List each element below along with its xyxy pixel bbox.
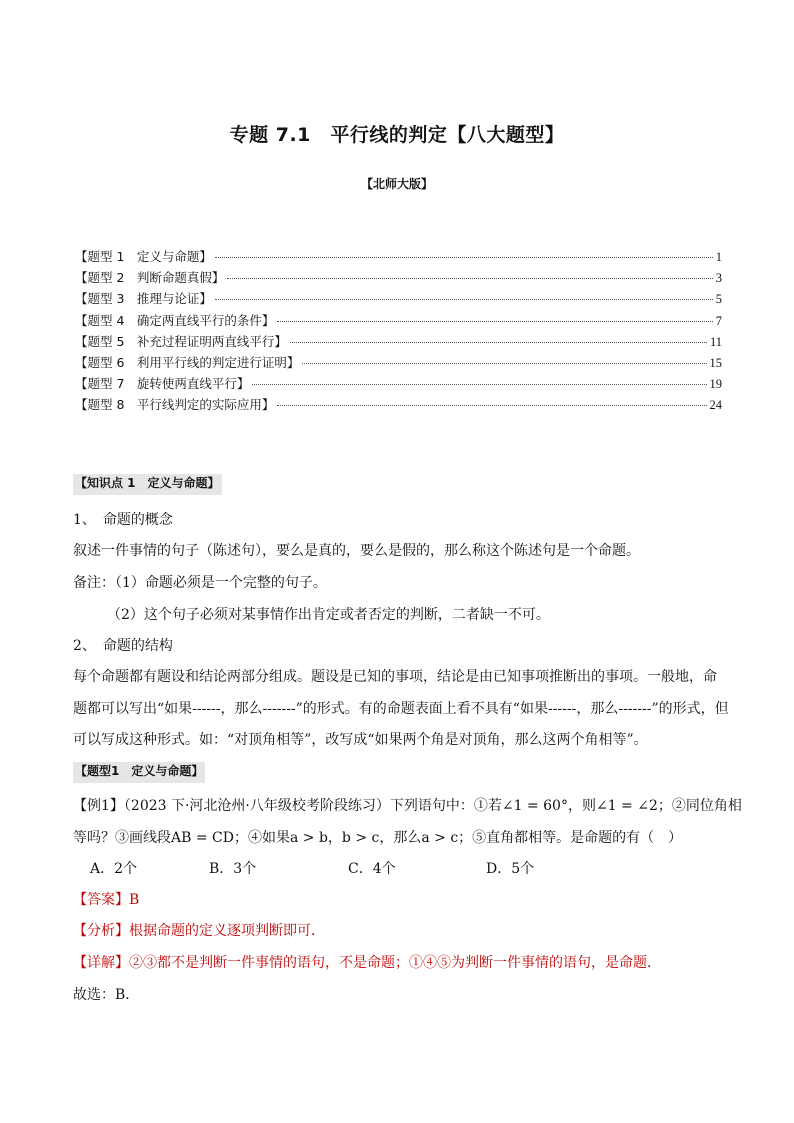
answer-value: B xyxy=(129,892,140,908)
choice-a: A．2个 xyxy=(90,861,138,877)
toc-item-label: 【题型 1 定义与命题】 xyxy=(75,249,212,264)
concept-text: 叙述一件事情的句子（陈述句），要么是真的，要么是假的，那么称这个陈述句是一个命题。 xyxy=(73,543,640,559)
toc-leader-dots xyxy=(277,321,712,322)
edition-label: 【北师大版】 xyxy=(360,177,433,191)
toc-item-label: 【题型 2 判断命题真假】 xyxy=(75,270,225,286)
toc-item-page: 11 xyxy=(709,334,722,349)
toc-item[interactable] xyxy=(75,395,722,416)
toc-item[interactable] xyxy=(75,268,722,289)
answer-label: 【答案】 xyxy=(73,892,129,908)
toc-item[interactable] xyxy=(75,289,722,310)
toc-leader-dots xyxy=(277,405,706,406)
conclusion-line: 故选：B． xyxy=(73,987,140,1003)
detail-line xyxy=(73,952,661,972)
toc-item-page: 1 xyxy=(715,250,722,264)
toc-leader-dots xyxy=(302,363,706,364)
toc-item[interactable] xyxy=(75,311,722,332)
toc-leader-dots xyxy=(290,342,707,343)
table-of-contents xyxy=(75,247,722,417)
structure-text-line-3: 可以写成这种形式。如：“对顶角相等”，改写成“如果两个角是对顶角，那么这两个角相等”。 xyxy=(73,732,648,748)
detail-text: ②③都不是判断一件事情的语句，不是命题；①④⑤为判断一件事情的语句，是命题． xyxy=(129,955,661,971)
concept-title: 1、 命题的概念 xyxy=(73,512,173,528)
detail-label: 【详解】 xyxy=(73,955,129,971)
toc-leader-dots xyxy=(215,257,713,258)
toc-leader-dots xyxy=(227,278,712,279)
toc-leader-dots xyxy=(215,299,713,300)
toc-item-label: 【题型 6 利用平行线的判定进行证明】 xyxy=(75,354,300,370)
choice-b: B．3个 xyxy=(209,861,257,877)
toc-item-page: 3 xyxy=(715,271,722,286)
structure-title: 2、 命题的结构 xyxy=(73,638,173,654)
toc-item-label: 【题型 3 推理与论证】 xyxy=(75,291,212,307)
toc-item-label: 【题型 8 平行线判定的实际应用】 xyxy=(75,397,275,413)
toc-item-label: 【题型 5 补充过程证明两直线平行】 xyxy=(75,333,287,349)
toc-item[interactable] xyxy=(75,353,722,374)
question-type-heading: 【题型1 定义与命题】 xyxy=(73,762,205,783)
structure-text-line-2: 题都可以写出“如果------，那么-------”的形式。有的命题表面上看不具有“如果------，那么-------”的形式，但 xyxy=(73,701,729,717)
page-title: 专题 7.1 平行线的判定【八大题型】 xyxy=(229,124,565,146)
toc-item-label: 【题型 4 确定两直线平行的条件】 xyxy=(75,312,275,328)
note-1: 备注：（1）命题必须是一个完整的句子。 xyxy=(73,575,327,591)
toc-item[interactable] xyxy=(75,332,722,353)
toc-leader-dots xyxy=(252,384,706,385)
toc-item-page: 7 xyxy=(715,313,722,328)
toc-item-page: 19 xyxy=(709,377,722,392)
example-line-1: 【例1】（2023 下·河北沧州·八年级校考阶段练习）下列语句中：①若∠1 = 60°，则∠1 = ∠2；②同位角相 xyxy=(73,798,742,814)
choice-c: C．4个 xyxy=(348,861,396,877)
analysis-line xyxy=(73,920,325,940)
toc-item-page: 24 xyxy=(709,398,722,413)
analysis-label: 【分析】 xyxy=(73,923,129,939)
knowledge-point-heading: 【知识点 1 定义与命题】 xyxy=(73,474,222,495)
note-2: （2）这个句子必须对某事情作出肯定或者否定的判断，二者缺一不可。 xyxy=(107,607,550,623)
toc-item-page: 15 xyxy=(709,355,722,370)
choice-d: D．5个 xyxy=(486,861,535,877)
toc-item[interactable] xyxy=(75,247,722,268)
toc-item-label: 【题型 7 旋转使两直线平行】 xyxy=(75,376,250,392)
toc-item-page: 5 xyxy=(715,292,722,307)
toc-item[interactable] xyxy=(75,374,722,395)
analysis-text: 根据命题的定义逐项判断即可． xyxy=(129,923,325,939)
example-line-2: 等吗？③画线段AB = CD；④如果a > b，b > c，那么a > c；⑤直角都相等。是命题的有（ ） xyxy=(73,830,683,846)
structure-text-line-1: 每个命题都有题设和结论两部分组成。题设是已知的事项，结论是由已知事项推断出的事项。一般地，命 xyxy=(73,669,717,685)
answer-line xyxy=(73,889,139,909)
